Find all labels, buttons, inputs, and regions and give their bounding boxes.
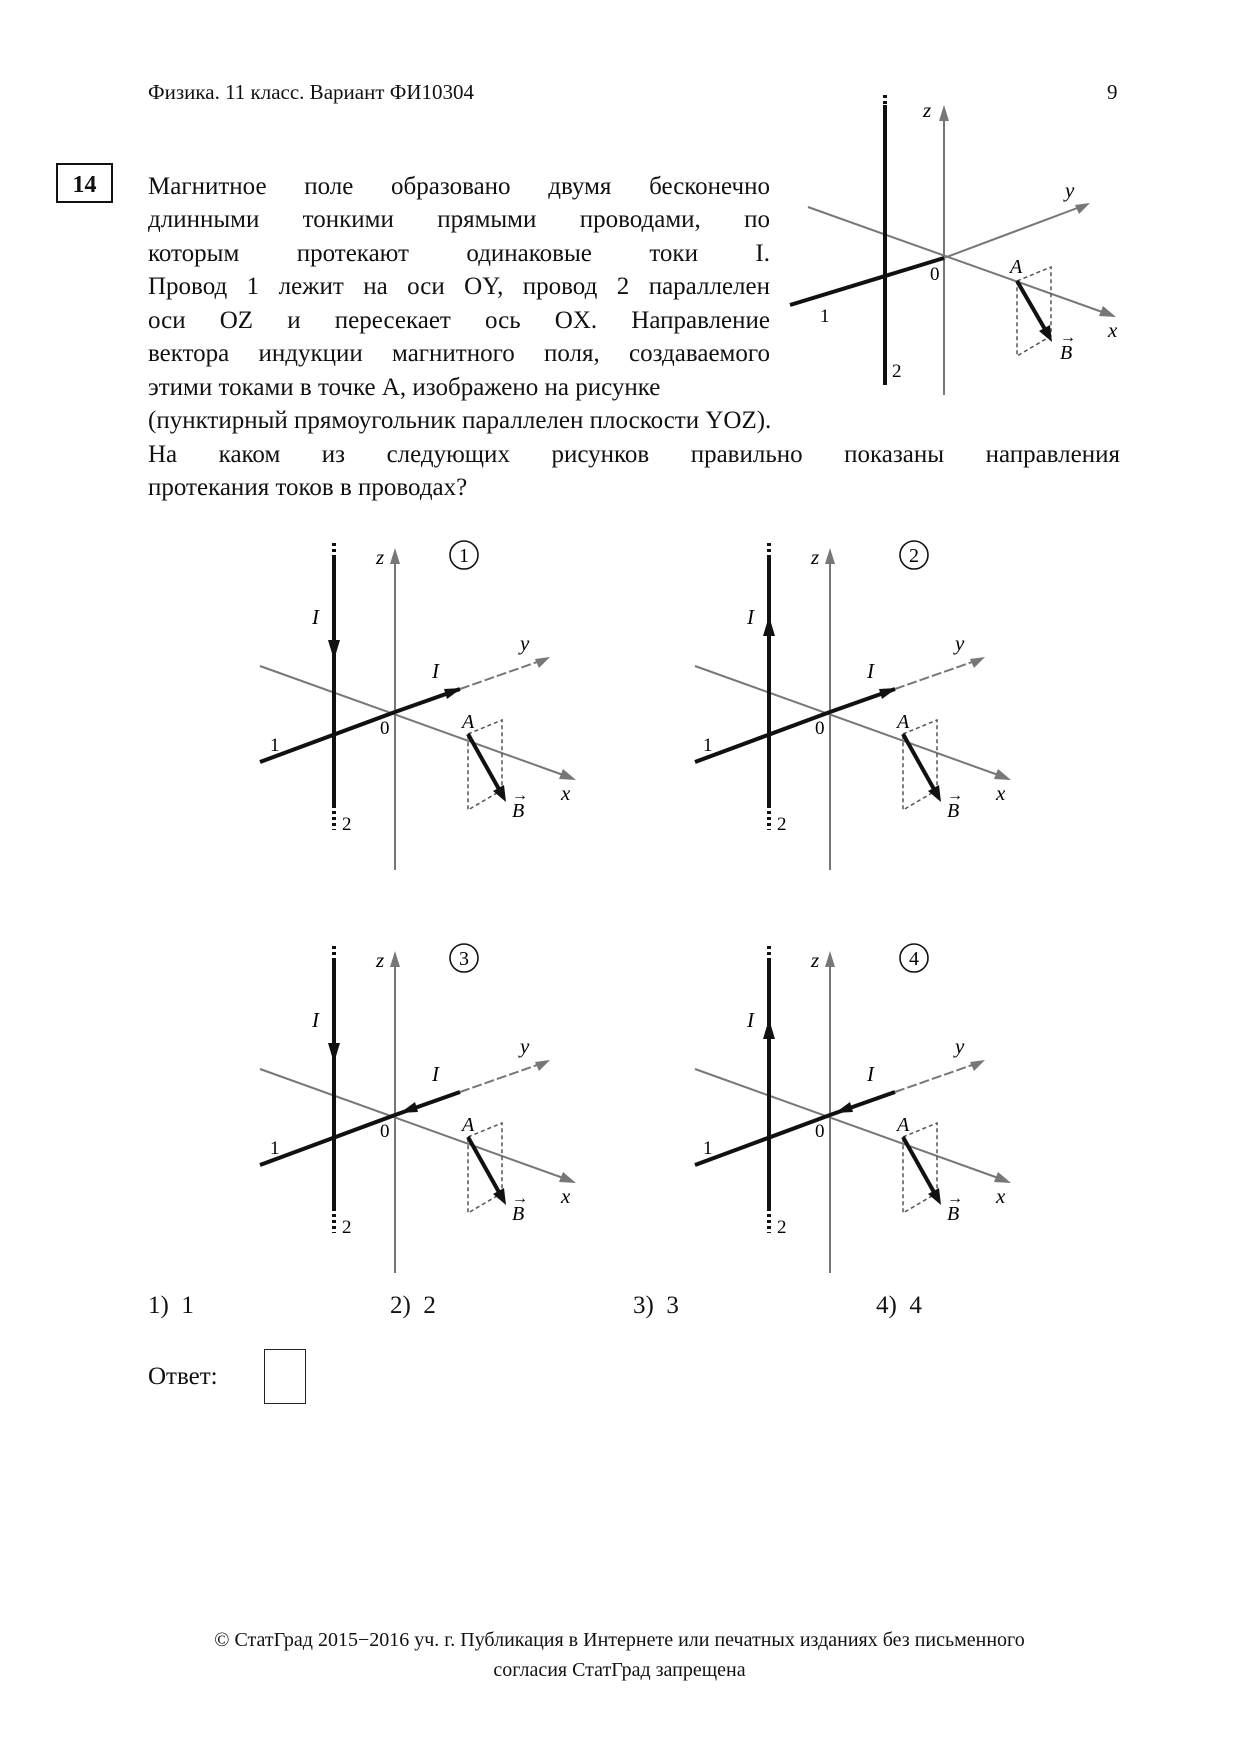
- y-axis-arrow-icon: [535, 1060, 550, 1071]
- task-text-line: (пунктирный прямоугольник параллелен плоскости YOZ).: [148, 407, 772, 434]
- task-text-line: На каком из следующих рисунков правильно показаны направления: [148, 441, 1120, 468]
- task-text-line: которым протекают одинаковые токи I.: [148, 240, 770, 267]
- answer-input[interactable]: [264, 1349, 306, 1404]
- y-axis-arrow-icon: [970, 1060, 985, 1071]
- origin-label: 0: [380, 718, 390, 739]
- figure-3: [250, 943, 590, 1283]
- current-arrow-icon: [763, 1019, 775, 1039]
- current-label: I: [432, 659, 439, 683]
- wire-1-label: 1: [820, 306, 830, 327]
- option-label: 1): [148, 1292, 169, 1319]
- wire-1-label: 1: [270, 1138, 280, 1159]
- y-axis-arrow-icon: [970, 657, 985, 668]
- current-arrow-icon: [763, 616, 775, 636]
- x-axis-arrow-icon: [994, 769, 1011, 780]
- current-label: I: [432, 1062, 439, 1086]
- current-label: I: [312, 1008, 319, 1032]
- figure-1: [250, 540, 590, 880]
- axis-label-y: y: [955, 1034, 965, 1058]
- z-axis-arrow-icon: [390, 951, 400, 967]
- axis-label-y: y: [955, 631, 965, 655]
- option-value: 3: [666, 1292, 679, 1319]
- current-arrow-icon: [879, 688, 897, 699]
- task-text-line: Магнитное поле образовано двумя бесконечно: [148, 173, 770, 200]
- point-label: A: [897, 711, 910, 733]
- axis-label-z: z: [376, 545, 385, 569]
- current-label: I: [747, 605, 754, 629]
- current-arrow-icon: [444, 688, 462, 699]
- task-text-line: Провод 1 лежит на оси OY, провод 2 параллелен: [148, 273, 770, 300]
- figure-number: 4: [909, 948, 919, 970]
- vector-arrow-icon: →: [512, 787, 528, 804]
- task-text-line: вектора индукции магнитного поля, создаваемого: [148, 340, 770, 367]
- vector-label: B: [1060, 342, 1073, 364]
- option-1[interactable]: [148, 1292, 194, 1320]
- vector-label: B: [512, 1203, 525, 1225]
- x-axis-arrow-icon: [1099, 306, 1116, 317]
- current-arrow-icon: [400, 1102, 418, 1113]
- wire-1-label: 1: [703, 735, 713, 756]
- vector-arrow-icon: →: [947, 787, 963, 804]
- axis-label-x: x: [996, 781, 1006, 805]
- option-4[interactable]: [876, 1292, 922, 1320]
- task-number: 14: [56, 163, 113, 203]
- x-axis-arrow-icon: [559, 769, 576, 780]
- origin-label: 0: [815, 1121, 825, 1142]
- option-2[interactable]: [390, 1292, 436, 1320]
- figure-number: 1: [459, 545, 469, 567]
- current-arrow-icon: [328, 640, 340, 660]
- vector-label: B: [947, 1203, 960, 1225]
- z-axis-arrow-icon: [939, 105, 949, 121]
- point-label: A: [897, 1114, 910, 1136]
- axis-label-z: z: [376, 948, 385, 972]
- x-axis-arrow-icon: [994, 1172, 1011, 1183]
- wire-2-label: 2: [342, 1217, 352, 1238]
- vector-arrow-icon: →: [1060, 329, 1076, 346]
- axis-label-y: y: [1065, 178, 1075, 202]
- option-label: 3): [633, 1292, 654, 1319]
- y-axis-arrow-icon: [535, 657, 550, 668]
- vector-label: B: [947, 800, 960, 822]
- wire-1-label: 1: [270, 735, 280, 756]
- task-text-line: длинными тонкими прямыми проводами, по: [148, 206, 770, 233]
- footer-line: согласия СтатГрад запрещена: [493, 1659, 746, 1681]
- axis-label-z: z: [923, 98, 932, 122]
- axis-label-x: x: [1108, 318, 1118, 342]
- task-text-line: оси OZ и пересекает ось OX. Направление: [148, 307, 770, 334]
- current-label: I: [747, 1008, 754, 1032]
- point-label: A: [1010, 256, 1023, 278]
- origin-label: 0: [380, 1121, 390, 1142]
- figure-4: [685, 943, 1025, 1283]
- figure-number: 2: [909, 545, 919, 567]
- axis-label-y: y: [520, 1034, 530, 1058]
- current-label: I: [312, 605, 319, 629]
- current-label: I: [867, 659, 874, 683]
- x-axis-arrow-icon: [559, 1172, 576, 1183]
- wire-2-label: 2: [777, 1217, 787, 1238]
- vector-arrow-icon: →: [512, 1190, 528, 1207]
- wire-1-label: 1: [703, 1138, 713, 1159]
- wire-2-label: 2: [777, 814, 787, 835]
- task-text-line: протекания токов в проводах?: [148, 474, 468, 501]
- answer-label: Ответ:: [148, 1363, 218, 1390]
- z-axis-arrow-icon: [825, 548, 835, 564]
- option-3[interactable]: [633, 1292, 679, 1320]
- vector-label: B: [512, 800, 525, 822]
- y-axis-arrow-icon: [1075, 203, 1090, 214]
- axis-label-x: x: [561, 781, 571, 805]
- option-label: 2): [390, 1292, 411, 1319]
- option-value: 2: [423, 1292, 436, 1319]
- wire-2-label: 2: [342, 814, 352, 835]
- option-value: 4: [909, 1292, 922, 1319]
- origin-label: 0: [815, 718, 825, 739]
- figure-2: [685, 540, 1025, 880]
- footer-line: © СтатГрад 2015−2016 уч. г. Публикация в Интернете или печатных изданиях без письменного: [214, 1629, 1025, 1651]
- z-axis-arrow-icon: [390, 548, 400, 564]
- task-text-line: этими токами в точке A, изображено на рисунке: [148, 374, 661, 401]
- axis-label-y: y: [520, 631, 530, 655]
- vector-arrow-icon: →: [947, 1190, 963, 1207]
- condition-figure: [780, 95, 1130, 405]
- footer: [0, 1625, 1239, 1685]
- page-number: 9: [1107, 80, 1118, 104]
- option-value: 1: [181, 1292, 194, 1319]
- point-label: A: [462, 1114, 475, 1136]
- point-label: A: [462, 711, 475, 733]
- origin-label: 0: [930, 264, 940, 285]
- z-axis-arrow-icon: [825, 951, 835, 967]
- page-header: Физика. 11 класс. Вариант ФИ10304: [148, 80, 474, 104]
- figure-number: 3: [459, 948, 469, 970]
- option-label: 4): [876, 1292, 897, 1319]
- current-arrow-icon: [835, 1102, 853, 1113]
- axis-label-x: x: [561, 1184, 571, 1208]
- axis-label-z: z: [811, 545, 820, 569]
- wire-2-label: 2: [892, 361, 902, 382]
- current-label: I: [867, 1062, 874, 1086]
- axis-label-x: x: [996, 1184, 1006, 1208]
- axis-label-z: z: [811, 948, 820, 972]
- current-arrow-icon: [328, 1043, 340, 1063]
